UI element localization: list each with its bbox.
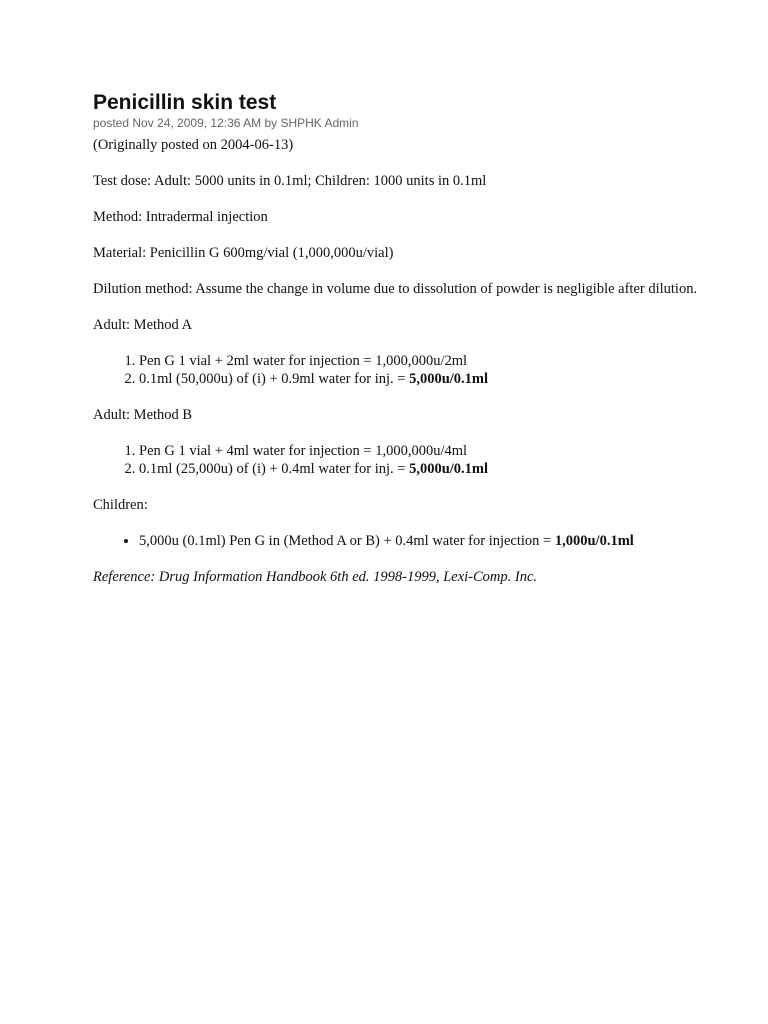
list-item <box>139 370 753 388</box>
dilution-line: Dilution method: Assume the change in volume due to dissolution of powder is negligible after dilution. <box>93 281 698 297</box>
adult-method-a-list <box>93 352 753 388</box>
step-text: Pen G 1 vial + 2ml water for injection = 1,000,000u/2ml <box>139 353 468 369</box>
list-item <box>139 460 753 478</box>
adult-method-b-list <box>93 442 753 478</box>
children-heading: Children: <box>93 497 148 513</box>
children-list <box>93 532 753 550</box>
step-result: 5,000u/0.1ml <box>409 371 489 387</box>
reference-line: Reference: Drug Information Handbook 6th ed. 1998-1999, Lexi-Comp. Inc. <box>93 569 538 585</box>
list-item <box>139 442 753 460</box>
post-title: Penicillin skin test <box>93 91 277 114</box>
step-result: 5,000u/0.1ml <box>409 461 489 477</box>
list-item <box>139 532 753 550</box>
step-text: 0.1ml (25,000u) of (i) + 0.4ml water for inj. = <box>139 461 410 477</box>
adult-method-a-heading: Adult: Method A <box>93 317 193 333</box>
item-result: 1,000u/0.1ml <box>554 533 634 549</box>
material-line: Material: Penicillin G 600mg/vial (1,000,000u/vial) <box>93 245 394 261</box>
step-text: 0.1ml (50,000u) of (i) + 0.9ml water for inj. = <box>139 371 410 387</box>
test-dose-line: Test dose: Adult: 5000 units in 0.1ml; Children: 1000 units in 0.1ml <box>93 173 487 189</box>
adult-method-b-heading: Adult: Method B <box>93 407 193 423</box>
originally-posted-line: (Originally posted on 2004-06-13) <box>93 137 294 153</box>
method-line: Method: Intradermal injection <box>93 209 268 225</box>
item-text: 5,000u (0.1ml) Pen G in (Method A or B) + 0.4ml water for injection = <box>139 533 555 549</box>
step-text: Pen G 1 vial + 4ml water for injection = 1,000,000u/4ml <box>139 443 468 459</box>
post-content <box>93 90 753 604</box>
post-meta: posted Nov 24, 2009, 12:36 AM by SHPHK Admin <box>93 116 359 130</box>
list-item <box>139 352 753 370</box>
